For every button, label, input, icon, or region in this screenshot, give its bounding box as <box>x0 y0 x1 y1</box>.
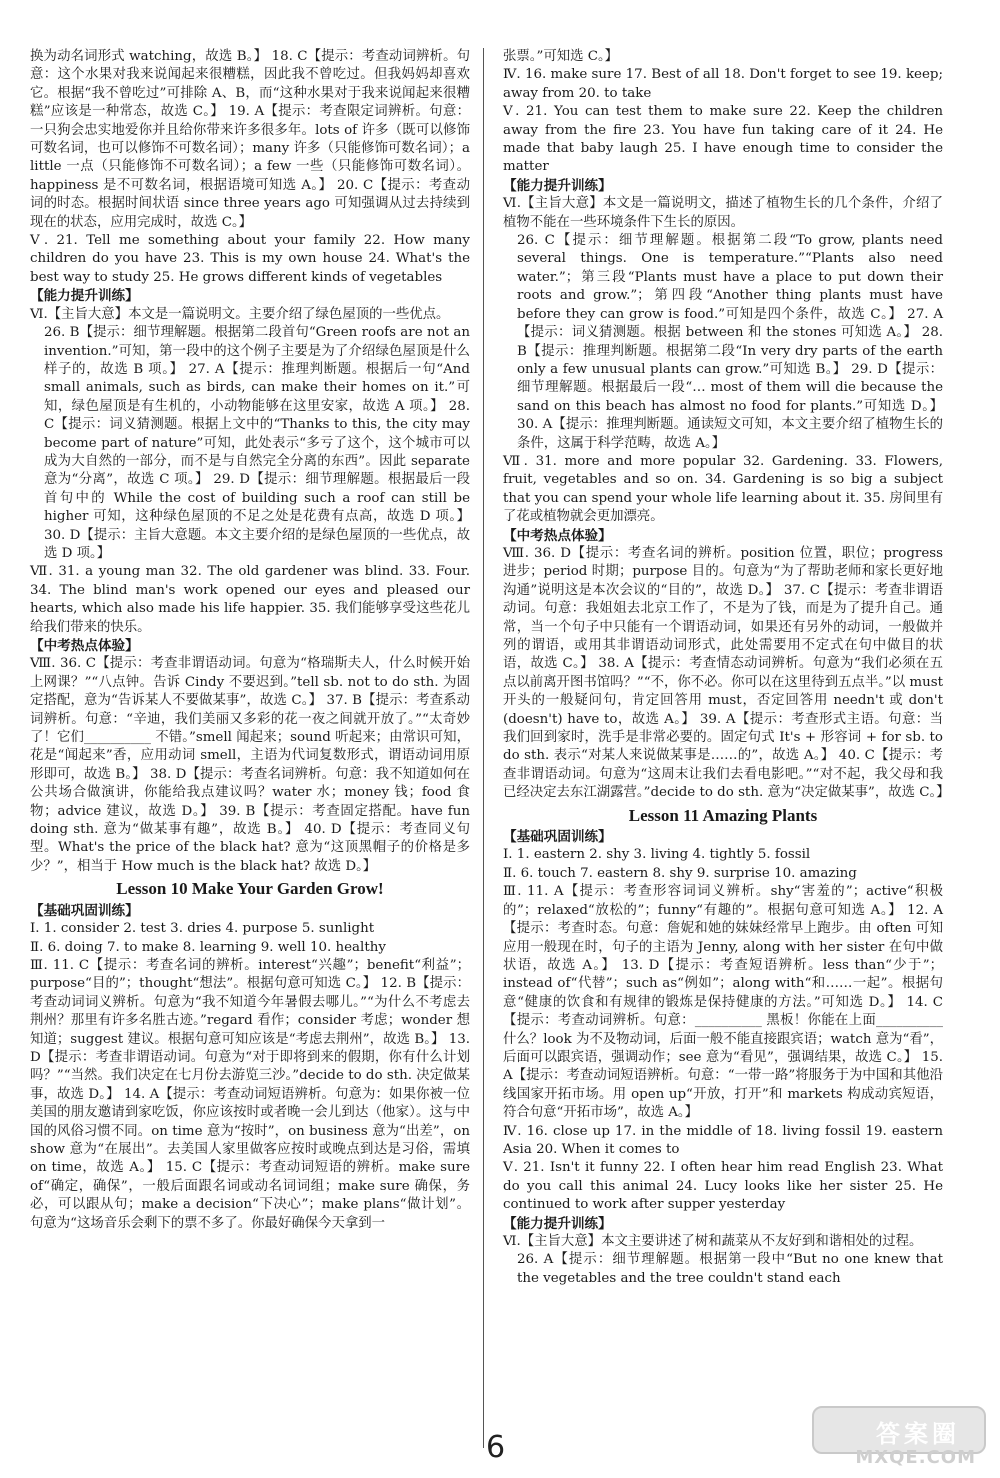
answer-paragraph: Ⅳ. 16. close up 17. in the middle of 18. living fossil 19. eastern Asia 20. When it comes to <box>503 1123 943 1157</box>
section-heading: 【基础巩固训练】 <box>503 829 612 846</box>
answer-paragraph: 26. B【提示：细节理解题。根据第二段首句“Green roofs are not an invention.”可知，第一段中的这个例子主要是为了介绍绿色屋顶是什么样子的，故选 B 项。】 27. A【提示：推理判断题。根据后一句“And small animals, such as birds, can make their homes on it.”可知，绿色屋顶是有生机的，小动物能够在这里安家，故选 A 项。】 28. C【提示：词义猜测题。根据上文中的“Thanks to this, the city may become part of nature”可知，此处表示“多亏了这个，这个城市可以成为大自然的一部分，而不是与自然完全分离的东西”。因此 separate 意为“分离”，故选 C 项。】 29. D【提示：细节理解题。根据最后一段首句中的 While the cost of building such a roof can still be higher 可知，这种绿色屋顶的不足之处是花费有点高，故选 D 项。】 30. D【提示：主旨大意题。本文主要介绍的是绿色屋顶的一些优点，故选 D 项。】 <box>44 325 470 561</box>
answer-paragraph: Ⅲ. 11. C【提示：考查名词的辨析。interest“兴趣”；benefit“利益”；purpose“目的”；thought“想法”。根据句意可知选 C。】 12. B【提示：考查动词词义辨析。句意为“我不知道今年暑假去哪儿。”“为什么不考虑去荆州？那里有许多名胜古迹。”regard 看作；consider 考虑；wonder 想知道；suggest 建议。根据句意可知应该是“考虑去荆州”，故选 B。】 13. D【提示：考查非谓语动词。句意为“对于即将到来的假期，你有什么计划吗？”“当然。我们决定在七月份去游览三沙。”decide to do sth. 决定做某事，故选 D。】 14. A【提示：考查动词短语辨析。句意为：如果你被一位美国的朋友邀请到家吃饭，你应该按时或者晚一会儿到达（他家）。这与中国的风俗习惯不同。on time 意为“按时”，on business 意为“出差”，on show 意为“在展出”。去美国人家里做客应按时或晚点到达是习俗，需填 on time，故选 A。】 15. C【提示：考查动词短语的辨析。make sure of“确定，确保”，一般后面跟名词或动名词词组；make sure 确保，务必，可以跟从句；make a decision“下决心”；make plans“做计划”。句意为“这场音乐会剩下的票不多了。你最好确保今天拿到一 <box>30 957 470 1231</box>
answer-paragraph: Ⅳ. 16. make sure 17. Best of all 18. Don't forget to see 19. keep; away from 20. to take <box>503 67 943 101</box>
section-heading: 【基础巩固训练】 <box>30 902 139 919</box>
section-heading: 【能力提升训练】 <box>30 288 139 305</box>
answer-paragraph: Ⅴ. 21. Tell me something about your family 22. How many children do you have 23. This is my own house 24. What's the best way to study 25. He grows different kinds of vegetables <box>30 233 470 285</box>
answer-paragraph: Ⅶ. 31. more and more popular 32. Gardening. 33. Flowers, fruit, vegetables and so on. 34. Gardening is so big a subject that you can spend your whole life learning about it. 35. 房间里有了花或植物就会更加漂亮。 <box>503 453 943 525</box>
answer-paragraph: Ⅲ. 11. A【提示：考查形容词词义辨析。shy“害羞的”；active“积极的”；relaxed“放松的”；funny“有趣的”。根据句意可知选 A。】 12. A【提示：考查时态。句意：詹妮和她的妹妹经常早上跑步。由 often 可知应用一般现在时，句子的主语为 Jenny, along with her sister 在句中做状语，故选 A。】 13. D【提示：考查短语辨析。less than“少于”；instead of“代替”；such as“例如”；along with“和……一起”。根据句意“健康的饮食和有规律的锻炼是保持健康的方法。”可知选 D。】 14. C【提示：考查动词辨析。句意：__________ 黑板！你能在上面__________ 什么？look 为不及物动词，后面一般不能直接跟宾语；watch 意为“看”，后面可以跟宾语，强调动作；see 意为“看见”，强调结果，故选 C。】 15. A【提示：考查动词短语辨析。句意：“一带一路”将服务于为中国和其他沿线国家开拓市场。用 open up“开放，打开”和 markets 构成动宾短语，符合句意“开拓市场”，故选 A。】 <box>503 884 943 1121</box>
watermark-logo <box>806 1406 986 1468</box>
answer-paragraph: 换为动名词形式 watching，故选 B。】 18. C【提示：考查动词辨析。句意：这个水果对我来说闻起来很糟糕，因此我不曾吃过。但我妈妈却喜欢它。根据“我不曾吃过”可排除 A、B，而“这种水果对于我来说闻起来很糟糕”应该是一种常态，故选 C。】 19. A【提示：考查限定词辨析。句意：一只狗会忠实地爱你并且给你带来许多很多年。lots of 许多（既可以修饰可数名词，也可以修饰不可数名词）；many 许多（只能修饰可数名词）；a little 一点（只能修饰不可数名词）；a few 一些（只能修饰可数名词）。happiness 是不可数名词，根据语境可知选 A。】 20. C【提示：考查动词的时态。根据时间状语 since three years ago 可知强调从过去持续到现在的状态，应用完成时，故选 C。】 <box>30 49 470 230</box>
section-heading: 【能力提升训练】 <box>503 177 612 194</box>
watermark-badge-text: 答案圈 <box>876 1420 960 1448</box>
lesson-title: Lesson 11 Amazing Plants <box>628 805 818 825</box>
answer-paragraph: 张票。”可知选 C。】 <box>503 49 619 64</box>
answer-paragraph: Ⅷ. 36. C【提示：考查非谓语动词。句意为“格瑞斯夫人，什么时候开始上网课？”“八点钟。告诉 Cindy 不要迟到。”tell sb. not to do sth. 为固定搭配，意为“告诉某人不要做某事”，故选 C。】 37. B【提示：考查系动词辨析。句意：“辛迪，我们美丽又多彩的花一夜之间就开放了。”“太奇妙了！它们__________ 不错。”smell 闻起来；sound 听起来；由常识可知，花是“闻起来”香，应用动词 smell，主语为代词复数形式，谓语动词用原形即可，故选 B。】 38. D【提示：考查名词辨析。句意：我不知道如何在公共场合做演讲，你能给我点建议吗？water 水；money 钱；food 食物；advice 建议，故选 D。】 39. B【提示：考查固定搭配。have fun doing sth. 意为“做某事有趣”，故选 B。】 40. D【提示：考查同义句型。What's the price of the black hat? 意为“这顶黑帽子的价格是多少？”，相当于 How much is the black hat? 故选 D。】 <box>30 656 470 874</box>
section-heading: 【中考热点体验】 <box>30 638 139 654</box>
column-divider <box>483 48 484 1448</box>
answer-paragraph: Ⅴ. 21. You can test them to make sure 22. Keep the children away from the fire 23. You have fun taking care of it 24. He made that baby laugh 25. I have enough time to consider the matter <box>503 104 943 175</box>
answer-paragraph: Ⅶ. 31. a young man 32. The old gardener was blind. 33. Four. 34. The blind man's work opened our eyes and pleased our hearts, which also made his life happier. 35. 我们能够享受这些花儿给我们带来的快乐。 <box>30 564 470 635</box>
right-column <box>503 48 950 1288</box>
section-heading: 【能力提升训练】 <box>503 1215 612 1232</box>
answer-paragraph: Ⅰ. 1. consider 2. test 3. dries 4. purpose 5. sunlight <box>30 921 375 937</box>
lesson-title: Lesson 10 Make Your Garden Grow! <box>116 879 384 899</box>
answer-paragraph: 26. A【提示：细节理解题。根据第一段中“But no one knew that the vegetables and the tree couldn't stand each <box>517 1252 943 1286</box>
answer-paragraph: Ⅵ.【主旨大意】本文是一篇说明文。主要介绍了绿色屋顶的一些优点。 <box>30 306 450 322</box>
answer-paragraph: Ⅱ. 6. doing 7. to make 8. learning 9. well 10. healthy <box>30 939 386 955</box>
answer-paragraph: Ⅰ. 1. eastern 2. shy 3. living 4. tightly 5. fossil <box>503 847 811 863</box>
answer-paragraph: Ⅷ. 36. D【提示：考查名词的辨析。position 位置，职位；progress 进步；period 时期；purpose 目的。句意为“为了帮助老师和家长更好地沟通”说明这是本次会议的“目的”，故选 D。】 37. C【提示：考查非谓语动词。句意：我姐姐去北京工作了，不是为了钱，而是为了提升自己。通常，当一个句子中只能有一个谓语动词，如果还有另外的动词，一般做并列的谓语，或用其非谓语动词形式，此处需要用不定式在句中做目的状语，故选 C。】 38. A【提示：考查情态动词辨析。句意为“我们必须在五点以前离开图书馆吗？”“不，你不必。你可以在这里待到五点半。”以 must 开头的一般疑问句，肯定回答用 must，否定回答用 needn't 或 don't (doesn't) have to，故选 A。】 39. A【提示：考查形式主语。句意：当我们回到家时，洗手是非常必要的。固定句式 It's + 形容词 + for sb. to do sth. 表示“对某人来说做某事是……的”，故选 A。】 40. C【提示：考查非谓语动词。句意为“这周末让我们去看电影吧。”“对不起，我父母和我已经决定去东江湖露营。”decide to do sth. 意为“决定做某事”，故选 C。】 <box>503 545 950 801</box>
watermark-site-text: MXQE.COM <box>855 1447 976 1468</box>
left-column <box>30 48 470 1233</box>
answer-paragraph: Ⅵ.【主旨大意】本文是一篇说明文，描述了植物生长的几个条件，介绍了植物不能在一些环境条件下生长的原因。 <box>503 196 943 230</box>
answer-paragraph: Ⅱ. 6. touch 7. eastern 8. shy 9. surprise 10. amazing <box>503 865 857 881</box>
answer-paragraph: 26. C【提示：细节理解题。根据第二段“To grow, plants need several things. One is temperature.”“Plants also need water.”；第三段“Plants must have a place to put down their roots and grow.”；第四段“Another thing plants must have before they can grow is food.”可知是四个条件，故选 C。】 27. A【提示：词义猜测题。根据 between 和 the stones 可知选 A。】 28. B【提示：推理判断题。根据第二段“In very dry parts of the earth only a few unusual plants can grow.”可知选 B。】 29. D【提示：细节理解题。根据最后一段“… most of them will die because the sand on this beach has almost no food for plants.”可知选 D。】 30. A【提示：推理判断题。通读短文可知，本文主要介绍了植物生长的条件，这属于科学范畴，故选 A。】 <box>517 233 943 451</box>
answer-paragraph: Ⅴ. 21. Isn't it funny 22. I often hear him read English 23. What do you call this animal 24. Lucy looks like her sister 25. He continued to work after supper yesterday <box>503 1160 943 1213</box>
answer-paragraph: Ⅵ.【主旨大意】本文主要讲述了树和蔬菜从不友好到和谐相处的过程。 <box>503 1234 923 1249</box>
page-number: 6 <box>486 1430 506 1465</box>
section-heading: 【中考热点体验】 <box>503 527 612 544</box>
